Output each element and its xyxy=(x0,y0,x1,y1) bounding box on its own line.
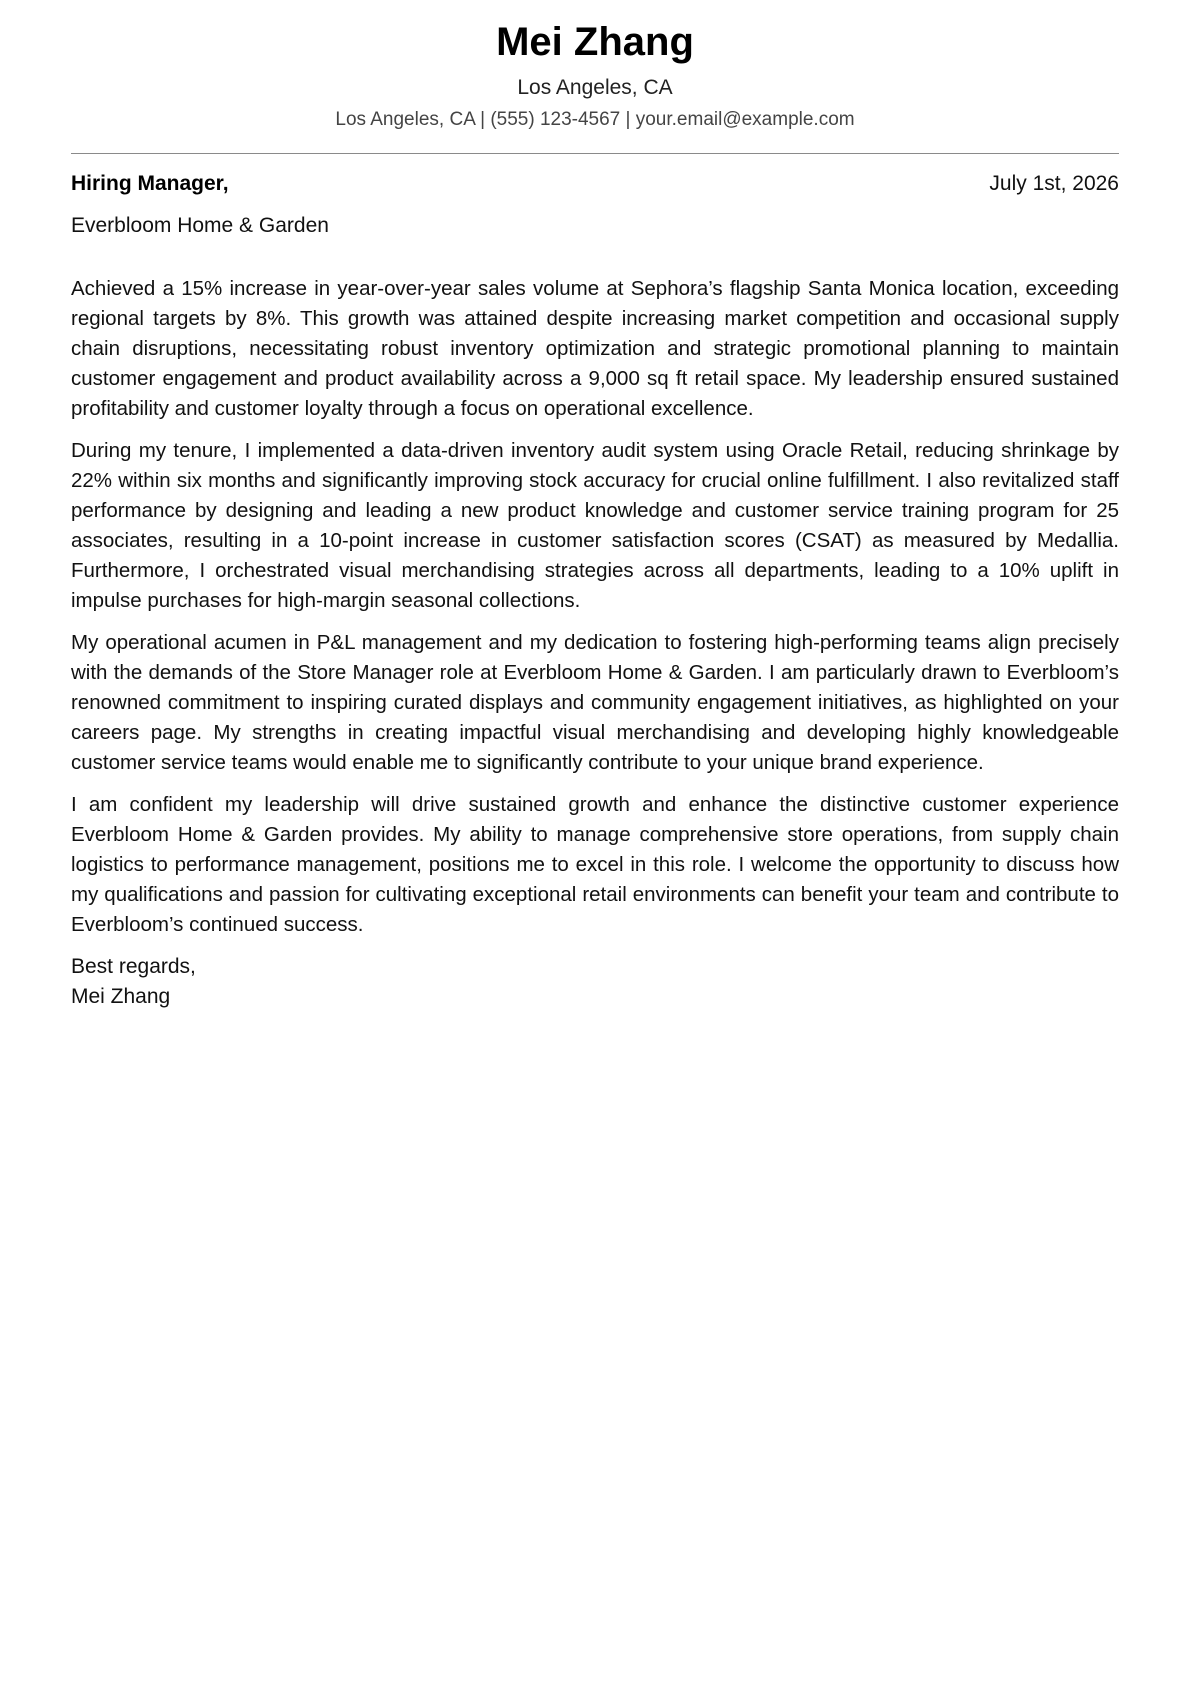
recipient-date-row xyxy=(71,170,1119,198)
letter-header xyxy=(71,0,1119,133)
letter-body xyxy=(71,274,1119,940)
recipient-salutation: Hiring Manager, xyxy=(71,172,229,195)
sender-contact-line: Los Angeles, CA | (555) 123-4567 | your.email@example.com xyxy=(335,109,855,130)
sender-city: Los Angeles, CA xyxy=(517,76,673,99)
sender-name: Mei Zhang xyxy=(496,20,694,64)
body-paragraph-4: I am confident my leadership will drive sustained growth and enhance the distinctive customer experience Everbloom Home & Garden provides. My ability to manage comprehensive store operations, from supply chain logistics to performance management, positions me to excel in this role. I welcome the opportunity to discuss how my qualifications and passion for cultivating exceptional retail environments can benefit your team and contribute to Everbloom’s continued success. xyxy=(71,793,1119,936)
body-paragraph-3: My operational acumen in P&L management and my dedication to fostering high-performing teams align precisely with the demands of the Store Manager role at Everbloom Home & Garden. I am particularly drawn to Everbloom’s renowned commitment to inspiring curated displays and community engagement initiatives, as highlighted on your careers page. My strengths in creating impactful visual merchandising and developing highly knowledgeable customer service teams would enable me to significantly contribute to your unique brand experience. xyxy=(71,631,1119,774)
letter-date: July 1st, 2026 xyxy=(989,172,1119,195)
closing-phrase: Best regards, xyxy=(71,955,196,978)
body-paragraph-2: During my tenure, I implemented a data-driven inventory audit system using Oracle Retail, reducing shrinkage by 22% within six months and significantly improving stock accuracy for crucial online fulfillment. I also revitalized staff performance by designing and leading a new product knowledge and customer service training program for 25 associates, resulting in a 10-point increase in customer satisfaction scores (CSAT) as measured by Medallia. Furthermore, I orchestrated visual merchandising strategies across all departments, leading to a 10% uplift in impulse purchases for high-margin seasonal collections. xyxy=(71,439,1119,612)
letter-closing xyxy=(71,952,1119,1012)
body-paragraph-1: Achieved a 15% increase in year-over-year sales volume at Sephora’s flagship Santa Monica location, exceeding regional targets by 8%. This growth was attained despite increasing market competition and occasional supply chain disruptions, necessitating robust inventory optimization and strategic promotional planning to maintain customer engagement and product availability across a 9,000 sq ft retail space. My leadership ensured sustained profitability and customer loyalty through a focus on operational excellence. xyxy=(71,277,1119,420)
signature-name: Mei Zhang xyxy=(71,985,171,1008)
header-divider xyxy=(71,153,1119,154)
recipient-company: Everbloom Home & Garden xyxy=(71,214,329,237)
